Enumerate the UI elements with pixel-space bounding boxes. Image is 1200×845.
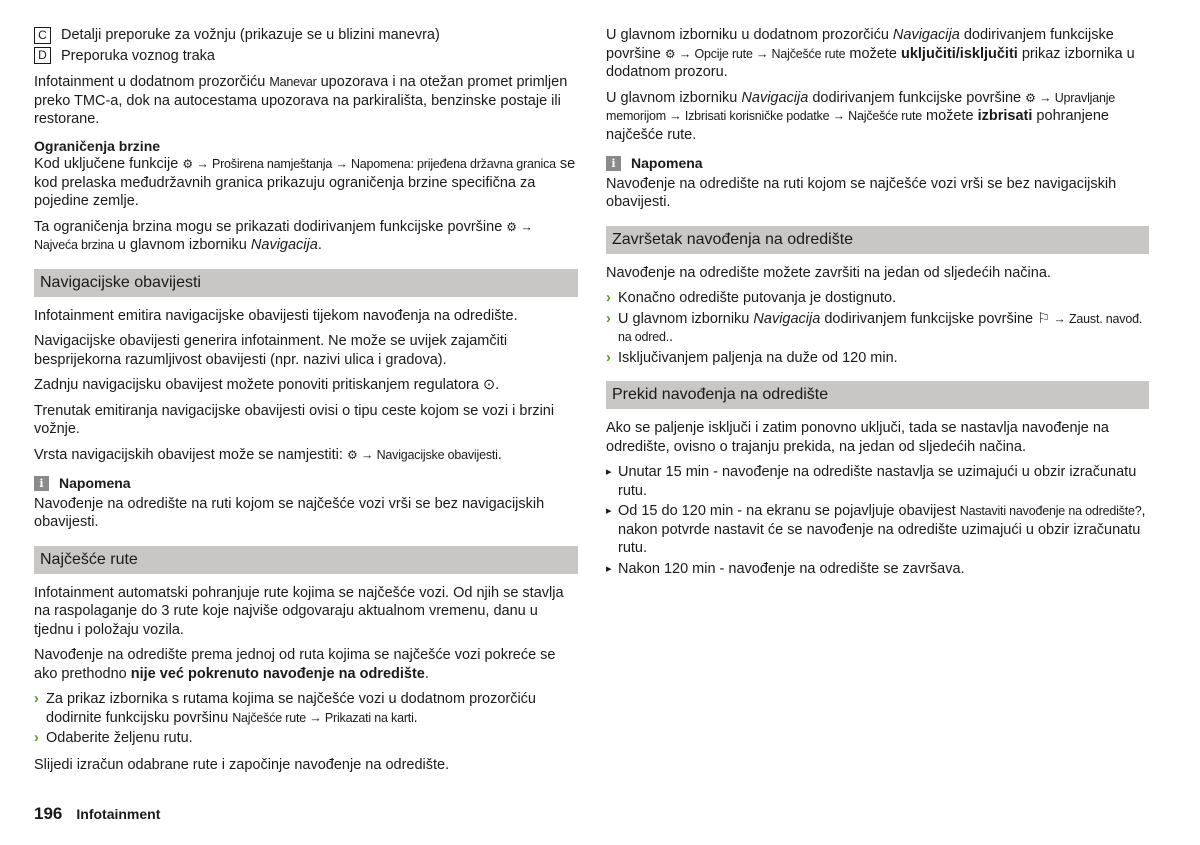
bullet-icon: ▸	[606, 562, 612, 575]
list-item: ▸ Unutar 15 min - navođenje na odredište nastavlja se uzimajući u obzir izračunatu rutu.	[606, 464, 1137, 499]
info-icon: i	[34, 476, 49, 491]
knob-icon: ⊙	[482, 377, 496, 393]
page-number: 196	[34, 804, 63, 823]
nav-announce-p2: Navigacijske obavijesti generira infotainment. Ne može se uvijek zajamčiti besprijekorna razumljivost obavijesti (npr. nazivi ulica i gradova).	[34, 333, 508, 368]
nav-announce-p3: Zadnju navigacijsku obavijest možete ponoviti pritiskanjem regulatora ⊙.	[34, 377, 500, 393]
interrupt-guidance-p1: Ako se paljenje isključi i zatim ponovno uključi, tada se nastavlja navođenje na odredište, ovisno o trajanju prekida, na jedan od sljedećih načina.	[606, 420, 1109, 455]
info-icon: i	[606, 156, 621, 171]
settings-icon: ⚙	[506, 219, 518, 234]
right-column	[606, 26, 1149, 580]
toggle-routes-paragraph: U glavnom izborniku u dodatnom prozorčiću Navigacija dodirivanjem funkcijske površine ⚙ → Opcije rute → Najčešće rute možete uključiti/isključiti prikaz izbornika u dodatnom prozoru.	[606, 27, 1135, 80]
note-text: Navođenje na odredište na ruti kojom se najčešće vozi vrši se bez navigacijskih obavijesti.	[34, 495, 545, 530]
step-item: › Odaberite željenu rutu.	[34, 730, 193, 746]
end-guidance-p1: Navođenje na odredište možete završiti na jedan od sljedećih načina.	[606, 264, 1051, 281]
step-arrow-icon: ›	[34, 730, 39, 746]
bullet-icon: ▸	[606, 505, 612, 517]
note-heading: i Napomena	[606, 154, 1149, 173]
maneuver-paragraph: Infotainment u dodatnom prozorčiću Manevar upozorava i na otežan promet primljen preko TMC-a, dok na autocestama upozorava na parkirališta, benzinske postaje ili restorane.	[34, 74, 568, 127]
step-arrow-icon: ›	[606, 310, 611, 327]
speed-limits-paragraph-2: Ta ograničenja brzina mogu se prikazati dodirivanjem funkcijske površine ⚙ → Najveća brzina u glavnom izborniku Navigacija.	[34, 218, 533, 253]
nav-announce-p1: Infotainment emitira navigacijske obavijesti tijekom navođenja na odredište.	[34, 307, 518, 324]
frequent-routes-p2: Navođenje na odredište prema jednoj od ruta kojima se najčešće vozi pokreće se ako prethodno nije već pokrenuto navođenje na odredište.	[34, 647, 556, 682]
legend-key-d: D	[34, 47, 51, 64]
legend-item-d	[34, 47, 578, 66]
step-arrow-icon: ›	[606, 349, 611, 366]
section-navigation-announcements: Navigacijske obavijesti	[34, 269, 578, 297]
note-text: Navođenje na odredište na ruti kojom se najčešće vozi vrši se bez navigacijskih obavijesti.	[606, 175, 1117, 210]
page-footer	[34, 805, 160, 824]
flag-icon: ⚐	[1037, 310, 1051, 327]
step-item: › Za prikaz izbornika s rutama kojima se najčešće vozi u dodatnom prozorčiću dodirnite funkcijsku površinu Najčešće rute → Prikazati na karti.	[34, 691, 536, 726]
settings-icon: ⚙	[182, 157, 194, 171]
legend-text-c: Detalji preporuke za vožnju (prikazuje se u blizini manevra)	[61, 27, 440, 43]
legend-item-c	[34, 26, 578, 45]
step-item: › Konačno odredište putovanja je dostignuto.	[606, 290, 897, 306]
delete-routes-paragraph: U glavnom izborniku Navigacija dodirivanjem funkcijske površine ⚙ → Upravljanje memorijom → Izbrisati korisničke podatke → Najčešće rute možete izbrisati pohranjene najčešće rute.	[606, 89, 1116, 143]
settings-icon: ⚙	[346, 447, 358, 462]
frequent-routes-p1: Infotainment automatski pohranjuje rute kojima se najčešće vozi. Od njih se stavlja na raspolaganje do 3 rute koje najviše odgovaraju aktualnom vremenu, danu u tjednu i položaju vozila.	[34, 584, 564, 638]
settings-icon: ⚙	[664, 46, 676, 61]
note-heading: i Napomena	[34, 474, 578, 493]
speed-limits-paragraph: Kod uključene funkcije ⚙ → Proširena namještanja → Napomena: prijeđena državna granica se kod prelaska međudržavnih granica prikazuju ograničenja brzine specifična za pojedine zemlje.	[34, 156, 576, 209]
left-column	[34, 26, 578, 781]
legend-key-c: C	[34, 27, 51, 44]
section-frequent-routes: Najčešće rute	[34, 546, 578, 574]
step-arrow-icon: ›	[34, 691, 39, 707]
list-item: ▸ Nakon 120 min - navođenje na odredište se završava.	[606, 560, 965, 577]
nav-announce-p5: Vrsta navigacijskih obavijest može se namjestiti: ⚙ → Navigacijske obavijesti.	[34, 446, 502, 463]
bullet-icon: ▸	[606, 466, 612, 478]
legend-text-d: Preporuka voznog traka	[61, 47, 215, 64]
section-end-guidance: Završetak navođenja na odredište	[606, 226, 1149, 254]
step-arrow-icon: ›	[606, 290, 611, 306]
section-interrupt-guidance: Prekid navođenja na odredište	[606, 381, 1149, 409]
nav-announce-p4: Trenutak emitiranja navigacijske obavijesti ovisi o tipu ceste kojom se vozi i brzini vožnje.	[34, 402, 555, 437]
settings-icon: ⚙	[1025, 90, 1036, 105]
step-item: › Isključivanjem paljenja na duže od 120 min.	[606, 349, 898, 366]
frequent-routes-p3: Slijedi izračun odabrane rute i započinje navođenje na odredište.	[34, 756, 450, 773]
chapter-label: Infotainment	[76, 806, 161, 822]
step-item: › U glavnom izborniku Navigacija dodirivanjem funkcijske površine ⚐ → Zaust. navođ. na odred..	[606, 310, 1143, 345]
speed-limits-heading: Ograničenja brzine	[34, 137, 161, 154]
list-item: ▸ Od 15 do 120 min - na ekranu se pojavljuje obavijest Nastaviti navođenje na odredište?, nakon potvrde nastavit će se navođenje na odredište uzimajući u obzir izračunatu rutu.	[606, 503, 1146, 556]
